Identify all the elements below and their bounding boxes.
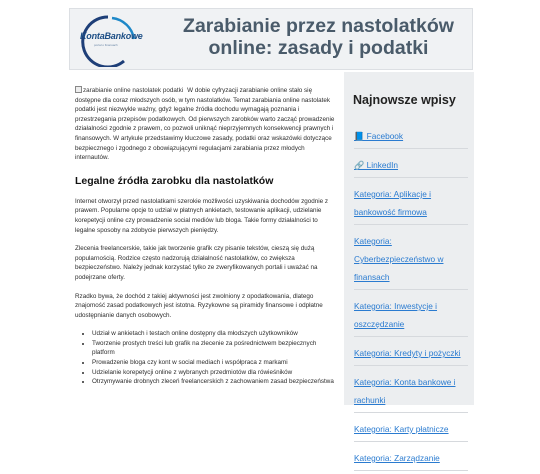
sidebar-item-category (354, 416, 468, 442)
intro-text: W dobie cyfryzacji zarabianie online stało się dostępne dla coraz młodszych osób, w tym nastolatków. Temat zarabiania online nastolatek podatki jest niezwykle ważny, gdyż legalne źródła dochodu wymagają poznania i przestrzegania przepisów podatkowych. Od pierwszych zarobków warto zacząć prowadzenie działalności zgodnie z prawem, co pozwoli uniknąć nieprzyjemnych konsekwencji prawnych i finansowych. W artykule przedstawimy kluczowe zasady, podatki oraz wskazówki dotyczące bezpiecznego i zgodnego z obowiązującymi regulacjami zarabiania przez młodych internautów. (75, 87, 335, 162)
section-heading: Legalne źródła zarobku dla nastolatków (75, 174, 274, 187)
list-item: • Udział w ankietach i testach online dostępny dla młodszych użytkowników (92, 329, 335, 339)
article-image (75, 86, 183, 96)
sidebar-item-category (354, 340, 468, 366)
sidebar-link[interactable]: Kategoria: Karty płatnicze (354, 424, 449, 434)
sidebar-list (354, 123, 468, 474)
broken-image-icon (75, 86, 82, 93)
sidebar-link[interactable]: Kategoria: Kredyty i pożyczki (354, 348, 461, 358)
sidebar-link[interactable]: 📘 Facebook (354, 131, 404, 141)
list-item: • Prowadzenie bloga czy kont w social mediach i współpraca z markami (92, 358, 335, 368)
site-logo[interactable] (72, 11, 144, 67)
sidebar-item-category (354, 181, 468, 225)
article-content (75, 86, 335, 387)
image-alt-text: zarabianie online nastolatek podatki (83, 87, 184, 94)
sidebar-item-linkedin (354, 152, 468, 178)
earning-sources-list (75, 329, 335, 387)
sidebar-link[interactable]: Kategoria: Cyberbezpieczeństwo w finansach (354, 236, 444, 282)
sidebar-link[interactable]: 🔗 LinkedIn (354, 160, 399, 170)
sidebar-link[interactable]: Kategoria: Inwestycje i oszczędzanie (354, 301, 438, 329)
paragraph-1: Internet otworzył przed nastolatkami szerokie możliwości uzyskiwania dochodów zgodnie z prawem. Popularne opcje to udział w płatnych ankietach, testowanie aplikacji, udzielanie korepetycji online czy prowadzenie social mediów lub bloga. Takie formy działalności to legalne sposoby na zdobycie pierwszych pieniędzy. (75, 197, 329, 234)
sidebar (344, 72, 474, 463)
paragraph-3: Rzadko bywa, że dochód z takiej aktywności jest zwolniony z opodatkowania, dlatego znajomość zasad podatkowych jest istotna. Ryzykowne są piramidy finansowe i odpłatne udostępnianie danych osobowych. (75, 292, 323, 319)
sidebar-item-category (354, 228, 468, 290)
sidebar-link[interactable]: Kategoria: Zarządzanie (354, 453, 440, 463)
sidebar-heading: Najnowsze wpisy (353, 93, 456, 107)
sidebar-item-category (354, 445, 468, 471)
sidebar-item-facebook (354, 123, 468, 149)
list-item: • Udzielanie korepetycji online z wybranych przedmiotów dla rówieśników (92, 368, 335, 378)
intro-paragraph (75, 86, 335, 163)
list-item: • Otrzymywanie drobnych zleceń freelancerskich z zachowaniem zasad bezpieczeństwa (92, 377, 335, 387)
sidebar-item-category (354, 293, 468, 337)
sidebar-link[interactable]: Kategoria: Konta bankowe i rachunki (354, 377, 456, 405)
page-title: Zarabianie przez nastolatków online: zasady i podatki (183, 15, 454, 59)
sidebar-link[interactable]: Kategoria: Aplikacje i bankowość firmowa (354, 189, 432, 217)
sidebar-item-category (354, 369, 468, 413)
list-item: • Tworzenie prostych treści lub grafik na zlecenie za pośrednictwem bezpiecznych platform (92, 339, 335, 358)
logo-tagline: portal o finansach (94, 43, 118, 47)
paragraph-2: Zlecenia freelancerskie, takie jak tworzenie grafik czy pisanie tekstów, cieszą się dużą popularnością. Rodzice często nadzorują działalność nastolatków, co zwiększa bezpieczeństwo. Należy jednak korzystać tylko ze zweryfikowanych portali i uważać na podejrzane oferty. (75, 245, 318, 281)
logo-text: KontaBankowe (80, 31, 143, 41)
site-header (69, 8, 473, 70)
